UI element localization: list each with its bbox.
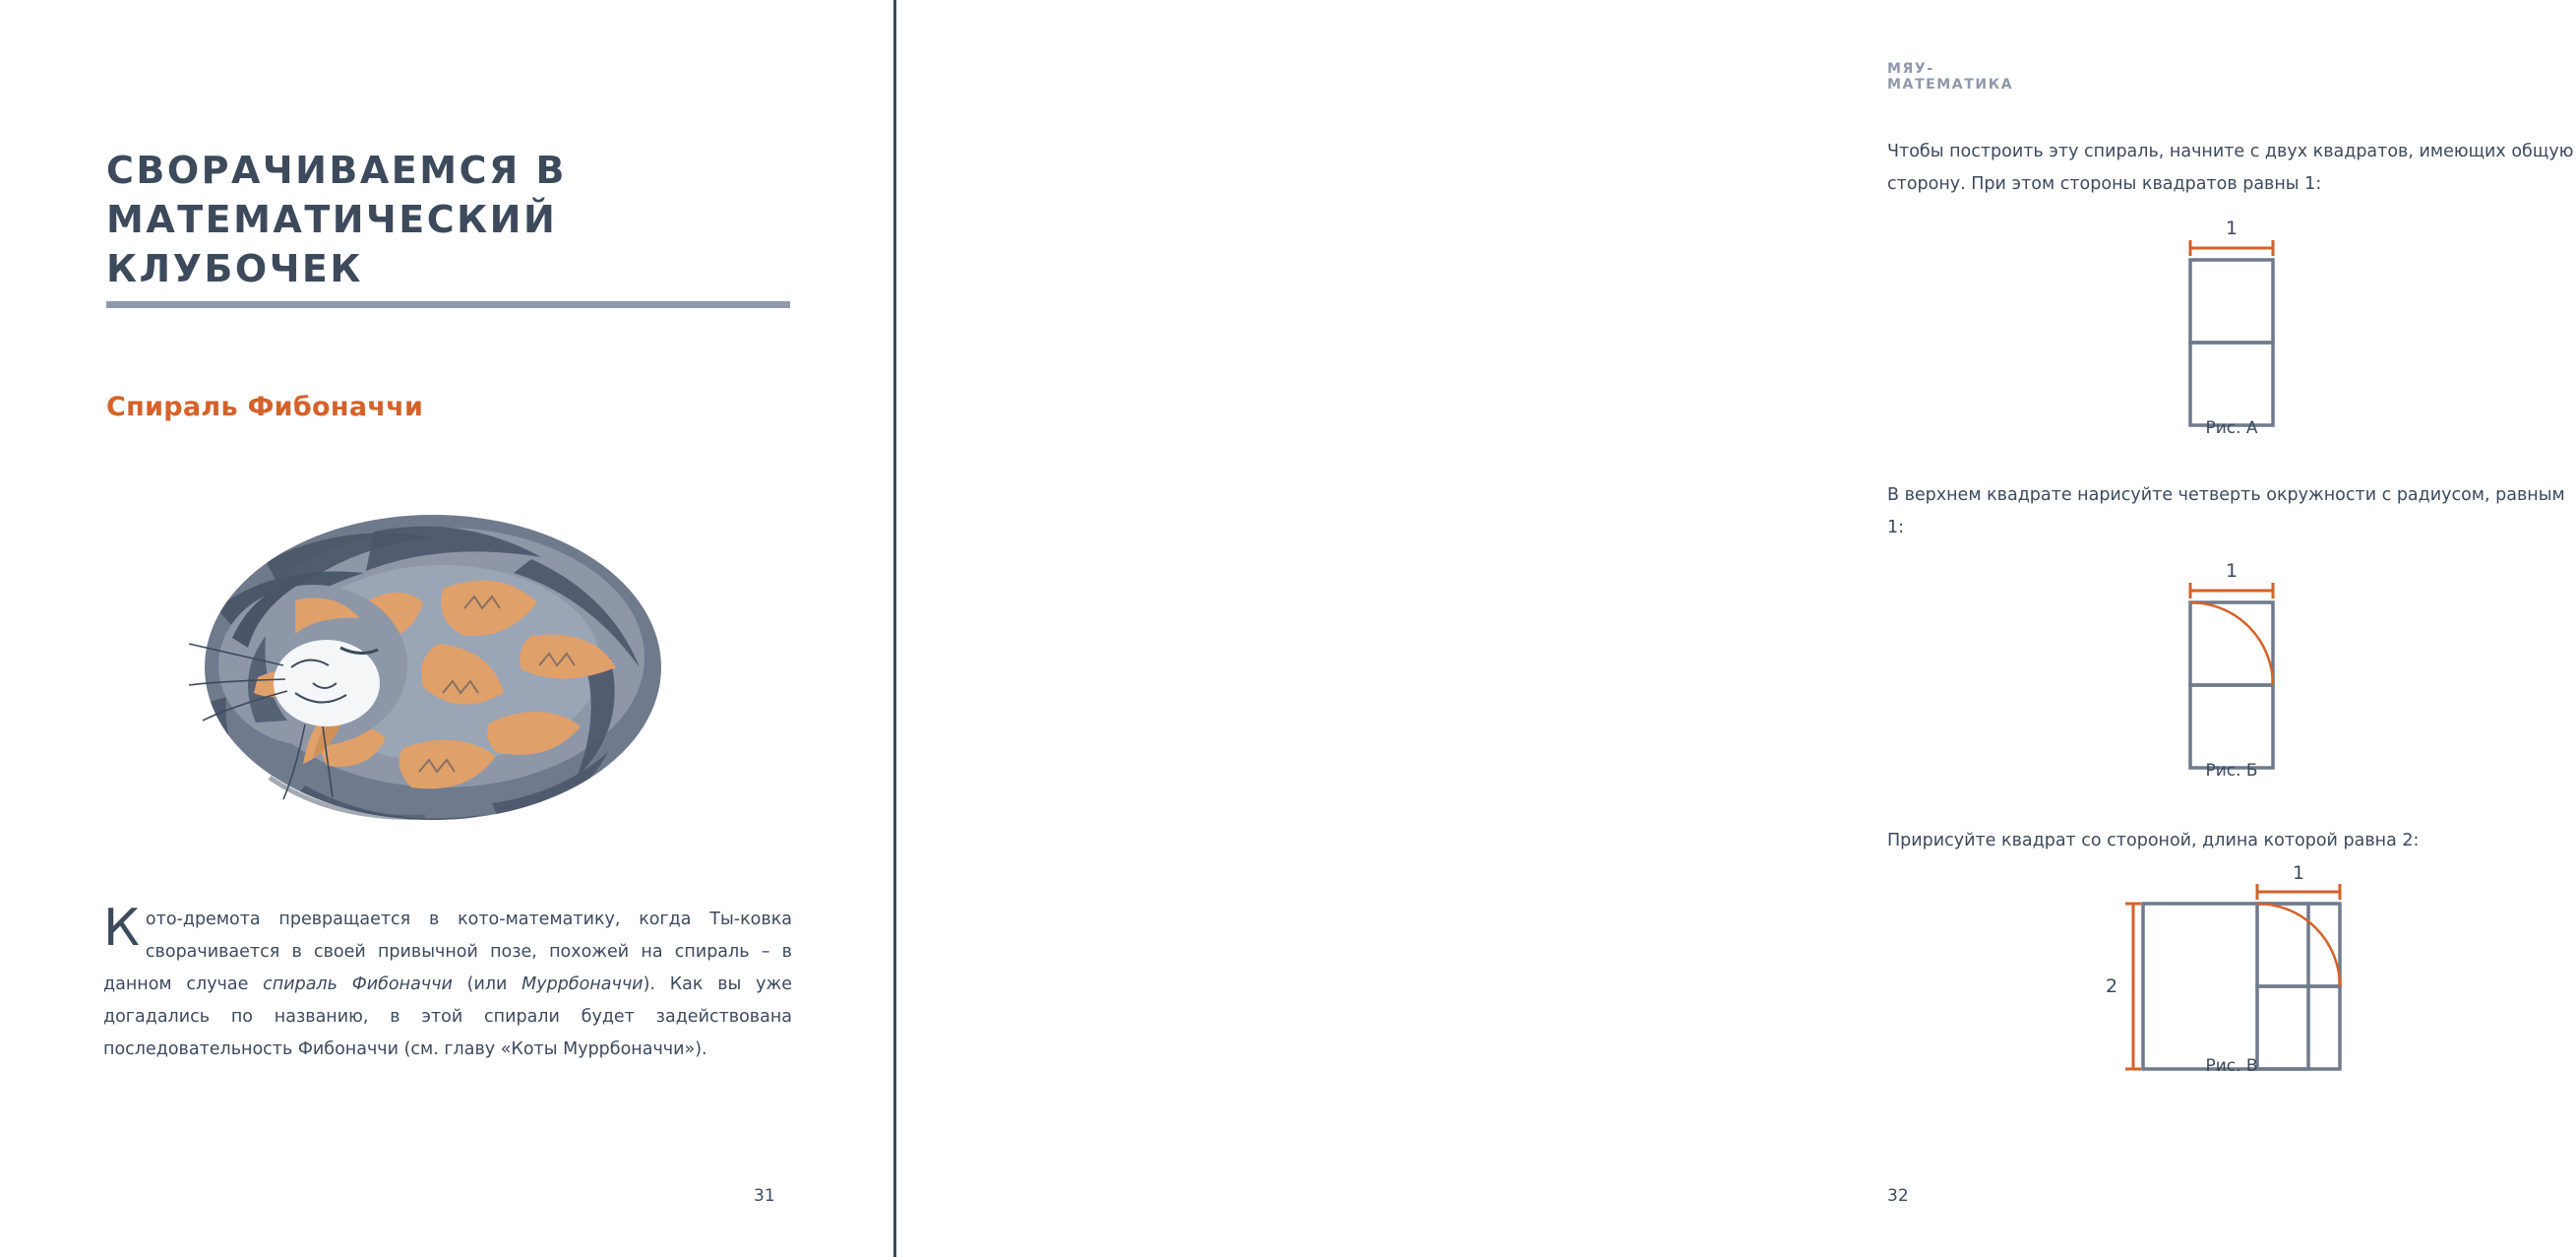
body-text-part-2: (или xyxy=(452,974,522,994)
dimension-bracket-top xyxy=(2257,884,2340,900)
section-title: Спираль Фибоначчи xyxy=(106,392,424,422)
drop-cap: К xyxy=(103,899,140,958)
right-page xyxy=(893,0,2574,1257)
figure-c-caption: Рис. В xyxy=(2205,1056,2258,1076)
figure-b-caption: Рис. Б xyxy=(2205,761,2258,781)
figure-c xyxy=(1887,862,2576,1093)
dimension-label-1: 1 xyxy=(2225,560,2239,582)
instruction-paragraph-2: В верхнем квадрате нарисуйте четверть окружности с радиусом, равным 1: xyxy=(1887,485,2565,537)
figure-b xyxy=(1887,561,2576,797)
page-number-right: 32 xyxy=(1887,1186,1909,1206)
instruction-paragraph-3: Пририсуйте квадрат со стороной, длина которой равна 2: xyxy=(1887,831,2420,850)
body-text-italic-2: Муррбоначчи xyxy=(521,974,644,994)
dimension-label-1: 1 xyxy=(2292,862,2305,884)
figure-a-caption: Рис. А xyxy=(2205,418,2258,438)
body-text-italic-1: спираль Фибоначчи xyxy=(263,974,453,994)
dimension-label-2: 2 xyxy=(2105,975,2118,997)
dimension-bracket-top xyxy=(2190,583,2273,598)
body-text-part-3: ). Как вы уже догадались по названию, в этой спирали будет задействована последовательность Фибоначчи (см. главу «Коты Муррбоначчи»). xyxy=(103,974,792,1059)
dimension-bracket-left xyxy=(2125,904,2141,1069)
quarter-arc xyxy=(2257,904,2340,986)
body-paragraph xyxy=(103,899,792,1066)
dimension-label-1: 1 xyxy=(2225,218,2239,239)
running-head: МЯУ-МАТЕМАТИКА xyxy=(1887,61,2014,93)
instruction-paragraph-1: Чтобы построить эту спираль, начните с двух квадратов, имеющих общую сторону. При этом стороны квадратов равны 1: xyxy=(1887,142,2574,194)
page-number-left: 31 xyxy=(754,1186,775,1206)
page-title: СВОРАЧИВАЕМСЯ В МАТЕМАТИЧЕСКИЙ КЛУБОЧЕК xyxy=(106,149,567,290)
dimension-bracket-top xyxy=(2190,240,2273,256)
body-text-part-1: ото-дремота превращается в кото-математику, когда Ты-ковка сворачивается в своей привычной позе, похожей на спираль – в данном случае xyxy=(103,910,792,994)
title-divider xyxy=(106,301,790,308)
quarter-arc xyxy=(2190,602,2273,685)
curled-cat-illustration xyxy=(148,490,699,845)
figure-a xyxy=(1887,219,2576,455)
left-page xyxy=(0,0,893,1257)
